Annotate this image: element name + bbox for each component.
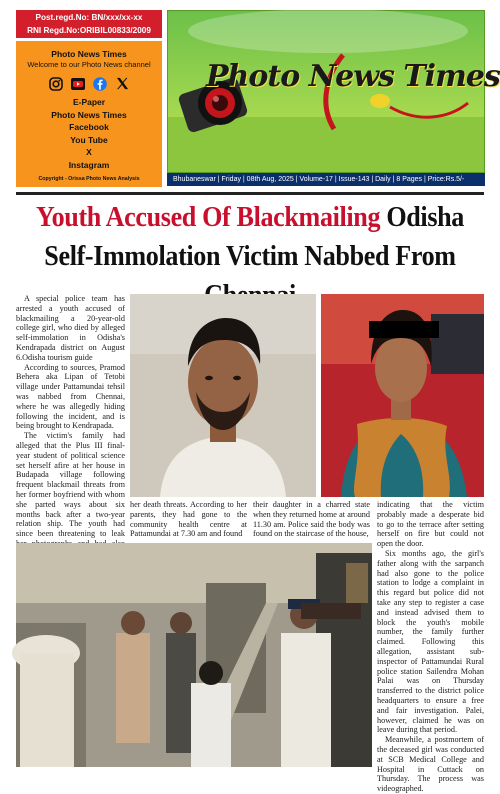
- paragraph: A special police team has arrested a youth accused of blackmailing a 20-year-old college girl, who died by alleged self-immolation in Odisha's Kendrapada district on August 6.Odisha tourism guide: [16, 294, 125, 362]
- facebook-icon[interactable]: [93, 76, 108, 91]
- paragraph: indicating that the victim probably made a desperate bid to go to the terrace after setting herself on fire but could not open the door.: [377, 500, 484, 549]
- edition-info-bar: Bhubaneswar | Friday | 08th Aug, 2025 | Volume-17 | Issue-143 | Daily | 8 Pages | Price:Rs.5/-: [167, 173, 485, 186]
- masthead-banner: [167, 10, 500, 173]
- victim-photo: [321, 294, 484, 497]
- article-column-4: [377, 500, 484, 794]
- headline-highlight: Youth Accused Of Blackmailing: [36, 201, 381, 233]
- website-link[interactable]: Photo News Times: [51, 109, 127, 120]
- masthead-rule: [16, 192, 484, 195]
- paragraph: According to sources, Pramod Behera aka Lipan of Tetobi village under Pattamundai tehsil was nabbed from Chennai, where he was allegedly hiding following the incident, and is being brought to Kendrapada.: [16, 362, 125, 431]
- instagram-link[interactable]: Instagram: [68, 159, 110, 170]
- x-link[interactable]: X: [86, 147, 92, 158]
- face-censor-bar: [369, 321, 439, 338]
- accused-youth-photo: [130, 294, 316, 497]
- headline-part-1: Odisha: [386, 201, 464, 233]
- headline-part-2: Self-Immolation Victim Nabbed From: [44, 240, 456, 272]
- social-title: Photo News Times: [51, 49, 127, 59]
- paragraph: The victim's family had alleged that the Plus III final-year student of political science set herself afire at her house in Budapada village following frequent blackmail threats from her former boyfriend with whom she parted ways about six months back after a two-year relation ship. The youth had since been threatening to leak: [16, 431, 125, 539]
- youtube-link[interactable]: You Tube: [70, 134, 108, 145]
- article-column-2: [130, 500, 247, 540]
- police-scene-photo: [16, 543, 372, 767]
- youtube-icon[interactable]: [71, 76, 86, 91]
- copyright-text: Copyright - Orissa Photo News Analysis: [38, 175, 140, 182]
- social-welcome: Welcome to our Photo News channel: [27, 60, 151, 69]
- paragraph: her death threats. According to her parents, they had gone to the community health centre at Pattamundai at 7.30 am and found: [130, 500, 247, 539]
- social-icons: [16, 76, 162, 92]
- article-column-3: [253, 500, 370, 540]
- postal-registration: Post.regd.No: BN/xxx/xx-xx: [35, 13, 143, 22]
- x-icon[interactable]: [115, 76, 130, 91]
- registration-box: [16, 10, 162, 38]
- instagram-icon[interactable]: [49, 76, 64, 91]
- epaper-link[interactable]: E-Paper: [72, 97, 106, 107]
- social-links-panel: [16, 41, 162, 187]
- facebook-link[interactable]: Facebook: [69, 122, 109, 133]
- masthead-logo: Photo News Times: [206, 59, 500, 94]
- paragraph: their daughter in a charred state when they returned home at around 11.30 am. Police said the body was found on the staircase of the house,: [253, 500, 370, 539]
- paragraph: Meanwhile, a postmortem of the deceased girl was conducted at SCB Medical College and Hospital in Cuttack on Thursday. The process was videographed.: [377, 735, 484, 794]
- rni-registration: RNI Regd.No:ORIBIL00833/2009: [27, 26, 151, 35]
- paragraph: Six months ago, the girl's father along with the sarpanch had also gone to the police station to lodge a complaint in this regard but police did not take any step to register a case and instead advised them to block the youth's mobile number, the family further claimed. Following this allegation, assistant sub-inspector of Pattamundai Rural police station Sailendra Mohan Palai was on Thursday transferred to the district police headquarters to ensure a free and fair investigation. Palei, however, claimed he was on leave during that period.: [377, 548, 484, 735]
- article-column-1: [16, 294, 125, 538]
